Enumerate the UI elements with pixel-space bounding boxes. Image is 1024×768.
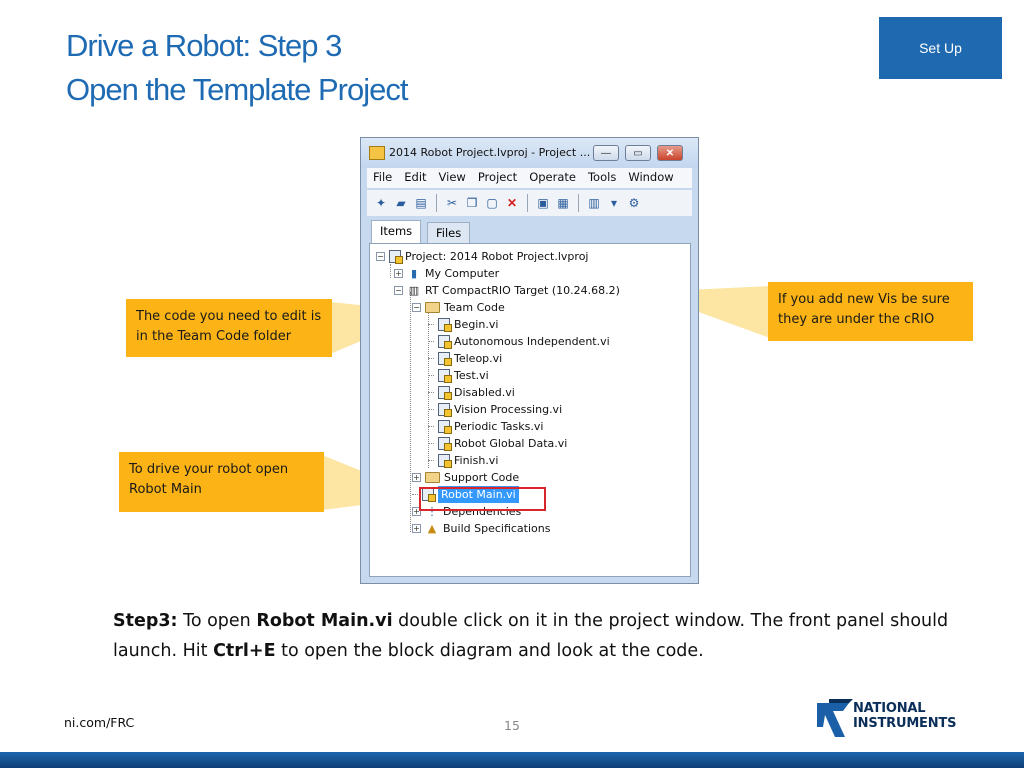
collapse-icon[interactable]: − xyxy=(377,252,384,261)
menu-bar xyxy=(367,168,692,188)
menu-operate[interactable]: Operate xyxy=(529,170,576,184)
maximize-button[interactable]: ▭ xyxy=(625,145,651,161)
tree-connector xyxy=(428,324,434,325)
minimize-button[interactable]: — xyxy=(593,145,619,161)
tree-row-vi[interactable] xyxy=(428,418,543,435)
new-file-icon[interactable]: ✦ xyxy=(375,196,387,210)
crio-target-icon: ▥ xyxy=(408,283,420,297)
build-specifications-icon: ▲ xyxy=(427,521,437,535)
menu-tools[interactable]: Tools xyxy=(587,170,617,184)
toolbar-separator xyxy=(436,194,437,212)
tree-connector xyxy=(428,426,434,427)
window-title: 2014 Robot Project.lvproj - Project ... xyxy=(389,146,591,159)
toolbar xyxy=(367,190,692,216)
ni-eagle-icon xyxy=(815,697,855,739)
instructions-part: To open xyxy=(177,611,257,631)
tree-row-vi[interactable] xyxy=(428,350,502,367)
vi-icon xyxy=(438,386,450,399)
menu-view[interactable]: View xyxy=(438,170,466,184)
tree-connector xyxy=(390,264,391,278)
dropdown-arrow-icon[interactable]: ▾ xyxy=(610,196,618,210)
tree-connector xyxy=(428,460,434,461)
tree-row-vi[interactable] xyxy=(428,384,515,401)
tree-label: Support Code xyxy=(444,471,520,484)
computer-icon: ▮ xyxy=(410,266,418,280)
tree-label: Disabled.vi xyxy=(454,386,515,399)
collapse-icon[interactable]: − xyxy=(413,303,420,312)
callout-cRIO: If you add new Vis be sure they are under the cRIO xyxy=(768,282,973,341)
vi-icon xyxy=(438,318,450,331)
tree-label: Test.vi xyxy=(454,369,489,382)
tab-files[interactable]: Files xyxy=(427,222,470,244)
tree-label: My Computer xyxy=(425,267,500,280)
tree-row-target[interactable] xyxy=(394,282,620,299)
collapse-icon[interactable]: − xyxy=(395,286,402,295)
tree-label: Finish.vi xyxy=(454,454,499,467)
menu-edit[interactable]: Edit xyxy=(404,170,427,184)
tree-row-vi[interactable] xyxy=(428,452,498,469)
tree-row-project[interactable] xyxy=(376,248,588,265)
project-tree-panel xyxy=(369,243,691,577)
ni-logo-text xyxy=(853,701,956,731)
tree-row-team-code[interactable] xyxy=(412,299,505,316)
title-line-2: Open the Template Project xyxy=(66,72,408,107)
tree-row-support-code[interactable] xyxy=(412,469,519,486)
robot-main-highlight-box xyxy=(419,487,546,511)
callout-team-code: The code you need to edit is in the Team Code folder xyxy=(126,299,332,357)
bottom-bar xyxy=(0,752,1024,768)
ni-logo-text-line1: NATIONAL xyxy=(853,701,926,716)
tree-label: Build Specifications xyxy=(443,522,551,535)
tree-label: Team Code xyxy=(444,301,505,314)
tree-label: Begin.vi xyxy=(454,318,499,331)
title-line-1: Drive a Robot: Step 3 xyxy=(66,28,342,63)
tree-row-vi[interactable] xyxy=(428,401,562,418)
vi-icon xyxy=(438,335,450,348)
tree-row-vi[interactable] xyxy=(428,333,610,350)
tree-connector xyxy=(428,341,434,342)
instructions-bold: Robot Main.vi xyxy=(256,611,393,631)
instructions-part: double click on it in the project window. The front panel should launch. Hit xyxy=(113,611,949,661)
callout-robot-main: To drive your robot open Robot Main xyxy=(119,452,324,512)
close-button[interactable]: ✕ xyxy=(657,145,683,161)
tree-row-vi[interactable] xyxy=(428,367,489,384)
project-window xyxy=(360,137,699,584)
window-titlebar[interactable] xyxy=(361,138,698,168)
tab-strip xyxy=(367,220,692,244)
deploy-icon[interactable]: ▦ xyxy=(557,196,569,210)
build-icon[interactable]: ▣ xyxy=(537,196,549,210)
tree-connector xyxy=(428,375,434,376)
expand-icon[interactable]: + xyxy=(413,473,420,482)
delete-icon[interactable]: ✕ xyxy=(506,196,518,210)
folder-icon xyxy=(425,302,440,313)
vi-icon xyxy=(438,403,450,416)
tree-connector xyxy=(428,443,434,444)
tree-row-build-specs[interactable] xyxy=(412,520,550,537)
menu-project[interactable]: Project xyxy=(477,170,518,184)
tab-items[interactable]: Items xyxy=(371,220,421,244)
instructions-text xyxy=(113,606,973,666)
save-all-icon[interactable]: ▤ xyxy=(415,196,427,210)
tree-row-my-computer[interactable] xyxy=(394,265,499,282)
view-options-icon[interactable]: ▥ xyxy=(588,196,600,210)
tree-label: RT CompactRIO Target (10.24.68.2) xyxy=(425,284,620,297)
tree-label-selected: Robot Main.vi xyxy=(438,486,519,503)
tree-label: Teleop.vi xyxy=(454,352,503,365)
tree-label: Robot Global Data.vi xyxy=(454,437,568,450)
expand-icon[interactable]: + xyxy=(395,269,402,278)
page-number: 15 xyxy=(504,718,520,733)
expand-icon[interactable]: + xyxy=(413,507,420,516)
tree-label: Periodic Tasks.vi xyxy=(454,420,544,433)
vi-icon xyxy=(438,437,450,450)
expand-icon[interactable]: + xyxy=(413,524,420,533)
tree-connector xyxy=(410,292,411,532)
section-badge: Set Up xyxy=(879,17,1002,79)
copy-icon[interactable]: ❐ xyxy=(466,196,478,210)
tree-connector xyxy=(412,494,418,495)
project-icon xyxy=(389,250,401,263)
tree-label: Autonomous Independent.vi xyxy=(454,335,610,348)
menu-file[interactable]: File xyxy=(373,170,393,184)
footer-url: ni.com/FRC xyxy=(64,715,135,730)
vi-icon xyxy=(438,369,450,382)
labview-project-icon xyxy=(369,146,385,160)
tree-label: Project: 2014 Robot Project.lvproj xyxy=(405,250,589,263)
dependencies-icon: ⋮ xyxy=(426,504,438,518)
tree-label: Dependencies xyxy=(443,505,522,518)
step-label: Step3: xyxy=(113,611,178,631)
vi-icon xyxy=(438,420,450,433)
toolbar-separator xyxy=(578,194,579,212)
ni-logo-text-line2: INSTRUMENTS xyxy=(853,716,957,731)
instructions-bold: Ctrl+E xyxy=(213,641,276,661)
tree-row-vi[interactable] xyxy=(428,435,567,452)
open-folder-icon[interactable]: ▰ xyxy=(396,196,406,210)
folder-icon xyxy=(425,472,440,483)
instructions-part: to open the block diagram and look at the code. xyxy=(275,641,704,661)
vi-icon xyxy=(438,352,450,365)
tree-row-vi[interactable] xyxy=(428,316,498,333)
tree-connector xyxy=(428,392,434,393)
paste-icon[interactable]: ▢ xyxy=(486,196,498,210)
tree-label: Vision Processing.vi xyxy=(454,403,563,416)
menu-window[interactable]: Window xyxy=(628,170,674,184)
national-instruments-logo xyxy=(815,697,985,739)
tree-connector xyxy=(428,409,434,410)
vi-icon xyxy=(438,454,450,467)
cut-icon[interactable]: ✂ xyxy=(446,196,458,210)
tree-connector xyxy=(428,358,434,359)
properties-icon[interactable]: ⚙ xyxy=(628,196,640,210)
toolbar-separator xyxy=(527,194,528,212)
